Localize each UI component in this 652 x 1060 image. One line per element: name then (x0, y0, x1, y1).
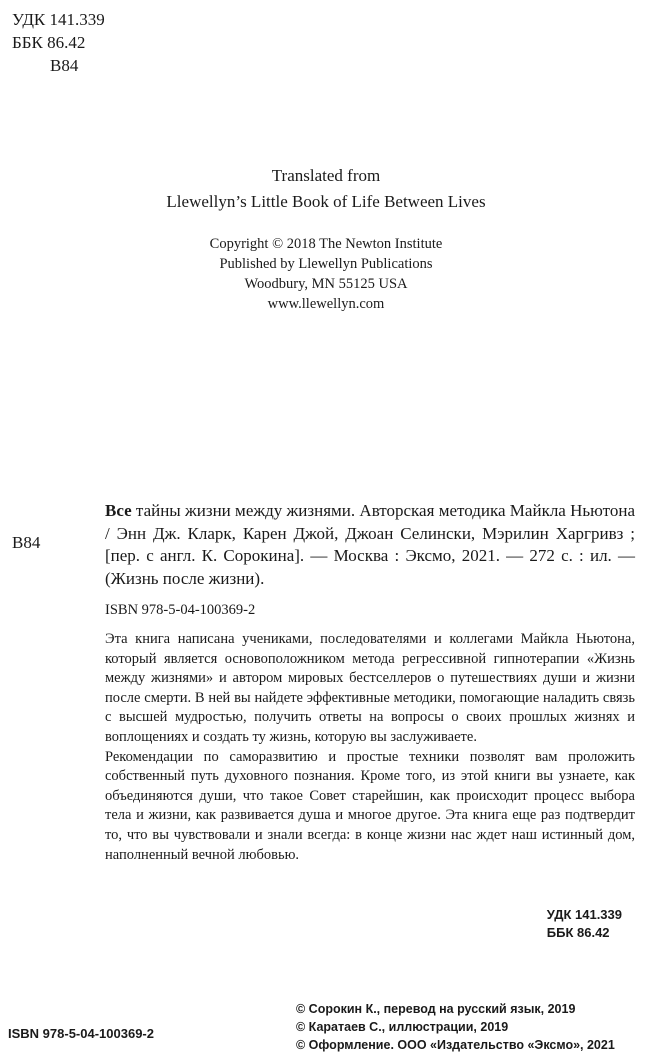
isbn-line: ISBN 978-5-04-100369-2 (105, 602, 256, 618)
address-line: Woodbury, MN 55125 USA (244, 276, 408, 292)
author-mark: В84 (50, 56, 79, 75)
annotation (105, 630, 635, 865)
isbn-bottom: ISBN 978-5-04-100369-2 (8, 1026, 154, 1041)
udk-code: УДК 141.339 (12, 10, 105, 29)
copyright-block (0, 234, 652, 314)
annotation-paragraph-1: Эта книга написана учениками, последователями и коллегами Майкла Ньютона, который является основоположником метода регрессивной гипнотерапии «Жизнь между жизнями» и автором мировых бестселлеров о путешествиях души и жизни после смерти. В ней вы найдете эффективные методики, помогающие наладить связь с высшей мудростью, получить ответы на вопросы о своих прошлых жизнях и воплощениях и создать ту жизнь, которую вы заслуживаете. (105, 631, 635, 745)
biblio-author-mark: В84 (12, 533, 41, 552)
classification-block-bottom (547, 906, 622, 942)
translation-credit: © Сорокин К., перевод на русский язык, 2019 (296, 1002, 576, 1016)
annotation-paragraph-2: Рекомендации по саморазвитию и простые техники позволят вам проложить собственный путь духовного познания. Кроме того, из этой книги вы узнаете, как объединяются души, что такое Совет старейшин, как происходит процесс выбора тела и жизни, как развивается душа и многое другое. Эта книга еще раз подтвердит то, что вы чувствовали и знали всегда: в конце жизни нас ждет наш истинный дом, наполненный вечной любовью. (105, 748, 635, 863)
website-line: www.llewellyn.com (267, 296, 385, 312)
translated-from-label: Translated from (271, 166, 381, 185)
original-title: Llewellyn’s Little Book of Life Between Lives (166, 192, 486, 211)
udk-code-bottom: УДК 141.339 (546, 907, 622, 922)
classification-block-top (12, 8, 105, 77)
bbk-code: ББК 86.42 (12, 33, 86, 52)
publisher-line: Published by Llewellyn Publications (219, 256, 433, 272)
biblio-description: тайны жизни между жизнями. Авторская методика Майкла Ньютона / Энн Дж. Кларк, Карен Джой, Джоан Селински, Мэрилин Харгривз ; [пер. с англ. К. Сорокина]. — Москва : Эксмо, 2021. — 272 с. : ил. — (Жизнь после жизни). (105, 501, 635, 588)
bbk-code-bottom: ББК 86.42 (546, 925, 610, 940)
illustration-credit: © Каратаев С., иллюстрации, 2019 (296, 1020, 509, 1034)
biblio-first-word: Все (105, 501, 132, 520)
bibliographic-record (105, 500, 635, 590)
design-credit: © Оформление. ООО «Издательство «Эксмо», 2021 (296, 1038, 615, 1052)
credits-block (296, 1000, 636, 1054)
copyright-line: Copyright © 2018 The Newton Institute (209, 236, 443, 252)
translated-from-block (0, 163, 652, 215)
